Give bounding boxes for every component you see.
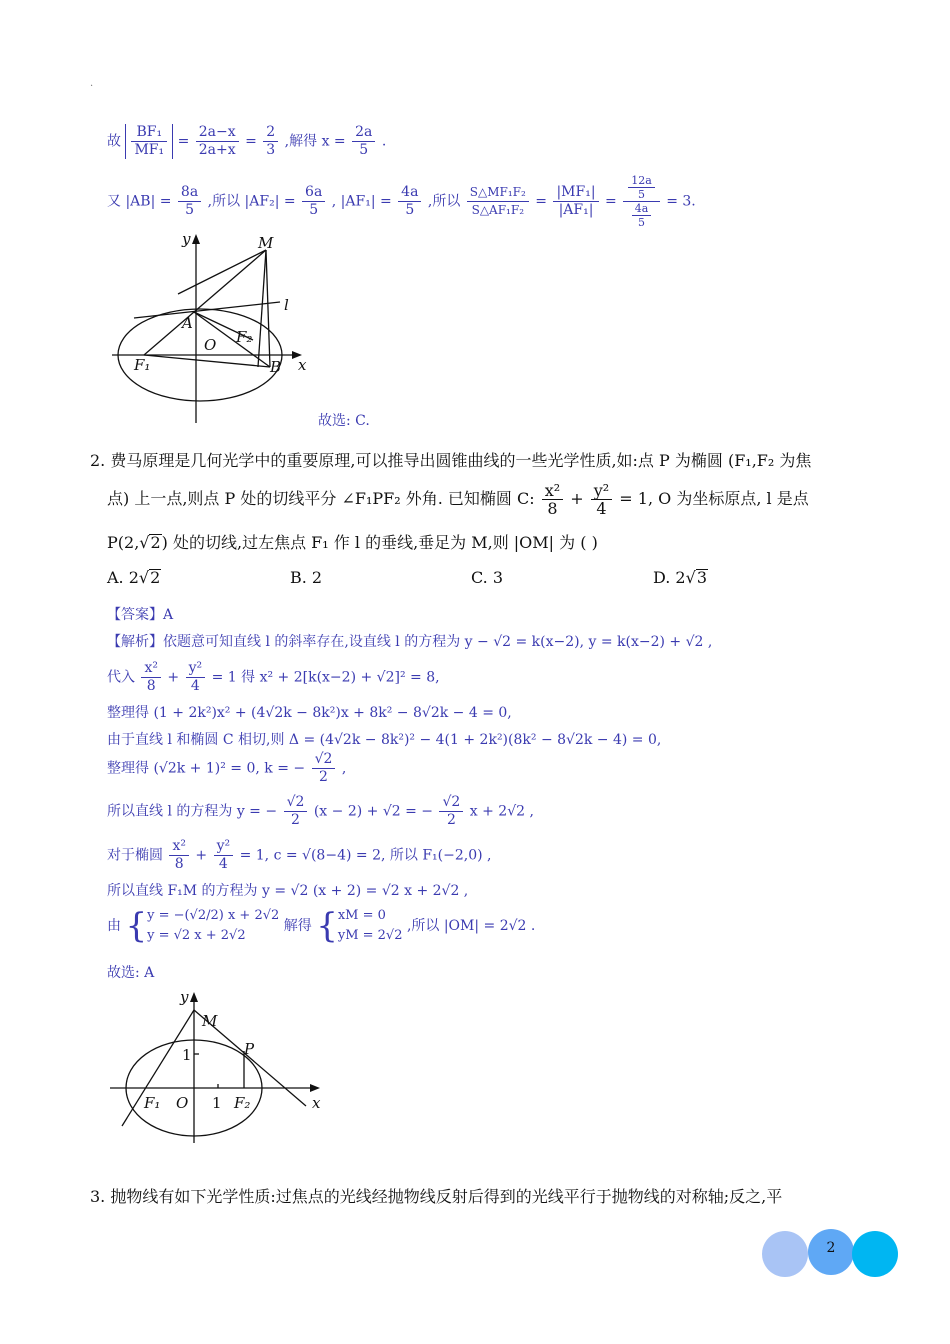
frac-den: 4 <box>218 856 228 872</box>
system-eq-3: xM = 0 <box>337 908 386 923</box>
frac-num: 4a <box>632 202 652 216</box>
frac-num: √2 <box>312 751 336 769</box>
frac-den: 8 <box>174 856 184 872</box>
choice-d[interactable]: D. 2√3 <box>653 568 707 587</box>
label-M: M <box>202 1012 218 1030</box>
label-M: M <box>258 234 274 252</box>
frac-den: S△AF₁F₂ <box>471 203 524 217</box>
label-A: A <box>182 314 193 332</box>
frac-num: 2 <box>263 124 278 142</box>
analysis-tag: 【解析】 <box>107 634 163 650</box>
text: + <box>195 847 208 864</box>
problem-3-line-1 <box>90 1184 782 1207</box>
text: 由 <box>107 918 121 934</box>
choice-a[interactable]: A. 2√2 <box>107 568 161 587</box>
frac-num: x² <box>542 482 563 500</box>
frac-den: |AF₁| <box>558 202 594 218</box>
label-P: P <box>244 1040 255 1058</box>
frac-den: 2 <box>319 769 328 785</box>
frac-den: 8 <box>146 678 156 694</box>
frac-den: 2 <box>291 812 300 828</box>
label-y: y <box>180 988 189 1006</box>
page-circle-light <box>762 1231 808 1277</box>
figure-ellipse-2 <box>108 988 333 1148</box>
text: + <box>570 489 584 508</box>
line-l <box>134 302 280 318</box>
frac-den: 2a+x <box>198 142 236 158</box>
frac-den: 5 <box>359 142 369 158</box>
system-eq-2: y = √2 x + 2√2 <box>147 928 246 943</box>
text: , <box>341 760 347 777</box>
radicand: 3 <box>696 568 707 587</box>
frac-num: |MF₁| <box>553 184 598 202</box>
frac-num: BF₁ <box>131 124 167 142</box>
radicand: 2 <box>150 533 161 552</box>
frac-den: 8 <box>547 499 558 518</box>
text: , |AF₁| = <box>331 193 392 210</box>
text: 故 <box>107 133 121 150</box>
choice-label: A. 2 <box>107 568 139 587</box>
frac-den: 4 <box>190 678 200 694</box>
text: (x − 2) + √2 = − <box>313 803 434 820</box>
text: 解得 <box>283 918 312 934</box>
system-eq-4: yM = 2√2 <box>337 928 403 943</box>
text: = <box>605 193 617 210</box>
prev-solution-line-1 <box>107 124 386 159</box>
choice-b[interactable] <box>290 568 322 587</box>
solution-line-9: 由 { y = −(√2/2) x + 2√2 y = √2 x + 2√2 解得 { xM = 0 yM = 2√2 ,所以 |OM| = 2√2 . <box>107 906 536 946</box>
label-O: O <box>204 336 217 354</box>
choice-label: D. 2 <box>653 568 686 587</box>
text: 代入 <box>107 669 135 686</box>
text: ,所以 |AF₂| = <box>207 193 296 210</box>
frac-num: √2 <box>439 794 463 812</box>
frac-den: 5 <box>637 188 645 201</box>
label-x: x <box>298 356 307 374</box>
text: ,解得 x = <box>284 133 346 150</box>
problem-number: 2. <box>90 451 106 470</box>
frac-num: x² <box>169 838 189 856</box>
frac-den: 5 <box>405 202 415 218</box>
text: 点) 上一点,则点 P 处的切线平分 ∠F₁PF₂ 外角. 已知椭圆 C: <box>107 489 535 508</box>
problem-2-line-2 <box>107 482 809 517</box>
text: + <box>167 669 180 686</box>
frac-num: 4a <box>398 184 421 202</box>
frac-num: 6a <box>302 184 325 202</box>
problem-2-line-3: P(2,√2) 处的切线,过左焦点 F₁ 作 l 的垂线,垂足为 M,则 |OM| 为 ( ) <box>107 533 598 552</box>
problem-number: 3. <box>90 1187 106 1206</box>
label-x: x <box>312 1094 321 1112</box>
text: = 1 得 x² + 2[k(x−2) + √2]² = 8, <box>211 669 440 686</box>
solution-line-8: 所以直线 F₁M 的方程为 y = √2 (x + 2) = √2 x + 2√2 , <box>107 883 469 899</box>
frac-num: y² <box>186 660 206 678</box>
page-circle-bright <box>852 1231 898 1277</box>
header-dot: . <box>90 78 94 89</box>
frac-den: 5 <box>309 202 319 218</box>
text: P(2, <box>107 533 140 552</box>
frac-den: MF₁ <box>134 142 165 158</box>
solution-line-1 <box>107 631 712 651</box>
frac-den: 3 <box>266 142 276 158</box>
label-one-x: 1 <box>212 1094 222 1112</box>
page-number: 2 <box>826 1240 836 1256</box>
choice-label: C. 3 <box>471 568 504 587</box>
radicand: 2 <box>150 568 161 587</box>
label-B: B <box>270 358 282 376</box>
text: 对于椭圆 <box>107 847 163 864</box>
text: = <box>245 133 257 150</box>
label-F2: F₂ <box>234 1094 251 1112</box>
label-F2: F₂ <box>236 328 253 346</box>
label-O: O <box>176 1094 189 1112</box>
frac-den: 4 <box>596 499 607 518</box>
text: = 1, c = √(8−4) = 2, 所以 F₁(−2,0) , <box>239 847 492 864</box>
system-eq-1: y = −(√2/2) x + 2√2 <box>147 908 280 923</box>
prev-solution-line-2 <box>107 174 696 229</box>
text: . <box>381 133 387 150</box>
text: 所以直线 l 的方程为 y = − <box>107 803 278 820</box>
label-y: y <box>182 230 191 248</box>
frac-num: 8a <box>178 184 201 202</box>
solution-line-3: 整理得 (1 + 2k²)x² + (4√2k − 8k²)x + 8k² − 8√2k − 4 = 0, <box>107 705 512 721</box>
text: 抛物线有如下光学性质:过焦点的光线经抛物线反射后得到的光线平行于抛物线的对称轴;反之,平 <box>110 1187 783 1206</box>
frac-num: 12a <box>628 174 655 188</box>
problem-2-line-1 <box>90 448 811 471</box>
frac-num: 2a <box>352 124 375 142</box>
frac-den: 5 <box>637 216 645 229</box>
label-l: l <box>284 296 289 314</box>
text: = <box>177 133 190 150</box>
text: 又 |AB| = <box>107 193 172 210</box>
frac-num: S△MF₁F₂ <box>467 184 529 202</box>
solution-line-6 <box>107 794 534 829</box>
answer-tag: 【答案】A <box>107 607 174 623</box>
text: x + 2√2 , <box>469 803 534 820</box>
frac-num: y² <box>214 838 234 856</box>
text: = 1, O 为坐标原点, l 是点 <box>619 489 809 508</box>
frac-num: √2 <box>284 794 308 812</box>
text: = 3. <box>666 193 696 210</box>
prev-answer: 故选: C. <box>318 413 370 429</box>
label-F1: F₁ <box>134 356 151 374</box>
solution-line-5 <box>107 751 346 786</box>
text: ,所以 |OM| = 2√2 . <box>406 918 536 934</box>
frac-den: 5 <box>185 202 195 218</box>
label-one-y: 1 <box>182 1046 192 1064</box>
text: = <box>535 193 547 210</box>
choice-label: B. 2 <box>290 568 323 587</box>
frac-den: 2 <box>446 812 456 828</box>
figure-ellipse-1 <box>108 228 318 426</box>
solution-line-2 <box>107 660 440 695</box>
text: 整理得 (√2k + 1)² = 0, k = − <box>107 760 306 777</box>
text: ) 处的切线,过左焦点 F₁ 作 l 的垂线,垂足为 M,则 |OM| 为 ( ) <box>161 533 598 552</box>
text: 费马原理是几何光学中的重要原理,可以推导出圆锥曲线的一些光学性质,如:点 P 为椭圆 (F₁,F₂ 为焦 <box>110 451 812 470</box>
choice-c[interactable] <box>471 568 503 587</box>
frac-num: x² <box>141 660 161 678</box>
text: 依题意可知直线 l 的斜率存在,设直线 l 的方程为 y − √2 = k(x−2), y = k(x−2) + √2 , <box>163 634 713 650</box>
frac-num: 2a−x <box>196 124 239 142</box>
solution-line-7 <box>107 838 491 873</box>
frac-num: y² <box>591 482 612 500</box>
solution-answer: 故选: A <box>107 965 155 981</box>
text: ,所以 <box>427 193 461 210</box>
solution-line-4: 由于直线 l 和椭圆 C 相切,则 Δ = (4√2k − 8k²)² − 4(1 + 2k²)(8k² − 8√2k − 4) = 0, <box>107 732 662 748</box>
label-F1: F₁ <box>144 1094 161 1112</box>
